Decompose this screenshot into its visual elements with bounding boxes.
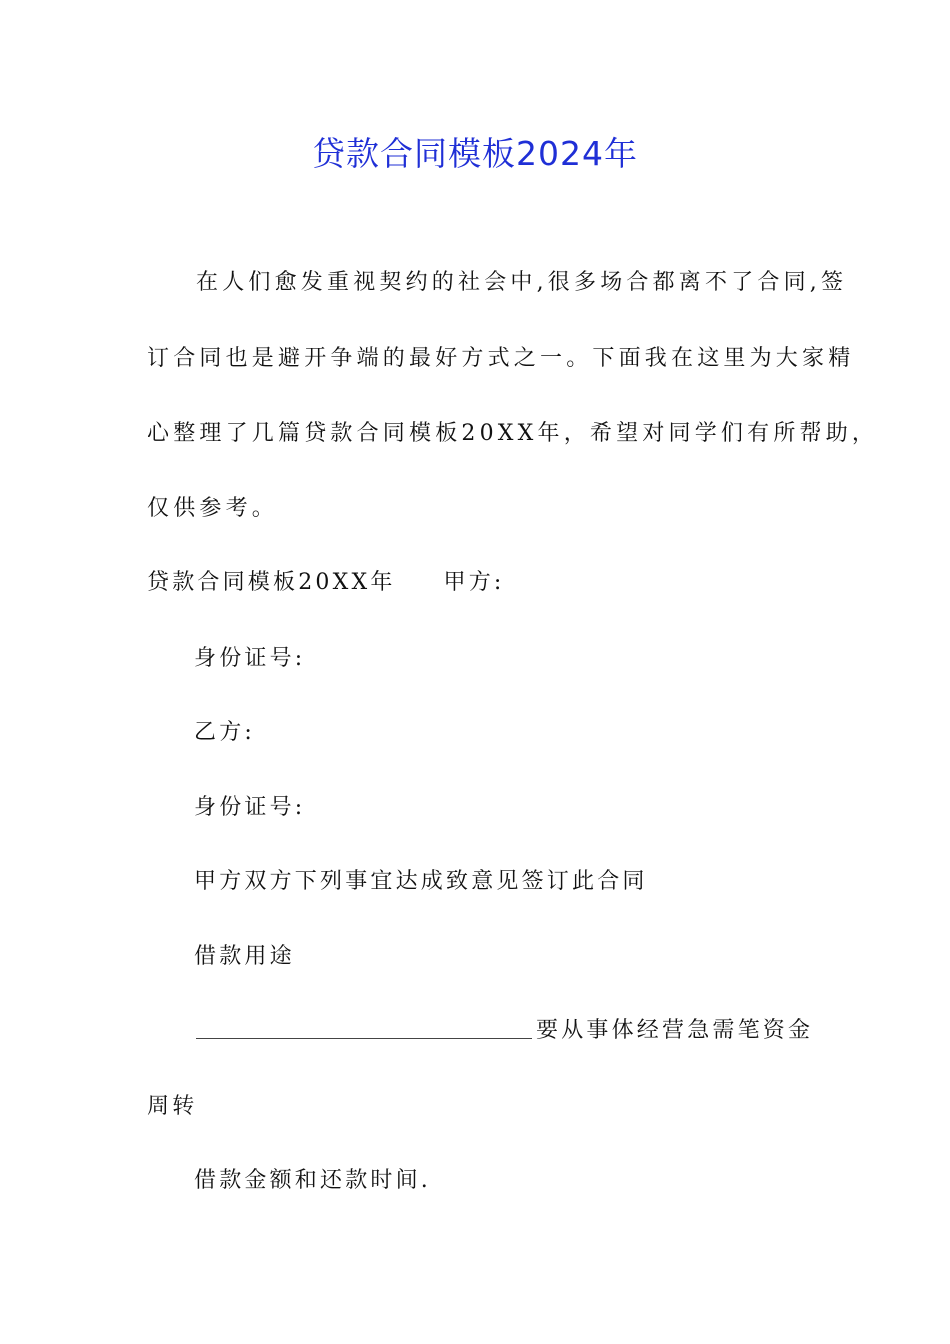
loan-amount-label: 借款金额和还款时间.	[194, 1168, 431, 1193]
loan-purpose-continuation: 周转	[147, 1094, 198, 1119]
intro-line-1: 在人们愈发重视契约的社会中,很多场合都离不了合同,签	[196, 270, 848, 295]
intro-line-2: 订合同也是避开争端的最好方式之一。下面我在这里为大家精	[147, 346, 855, 371]
party-a-label: 甲方:	[443, 570, 505, 595]
intro-line-3: 心整理了几篇贷款合同模板20XX年，希望对同学们有所帮助，	[147, 421, 879, 446]
contract-heading: 贷款合同模板20XX年	[147, 570, 396, 595]
id-number-a: 身份证号:	[194, 646, 306, 671]
intro-line-4: 仅供参考。	[147, 496, 279, 521]
party-b-label: 乙方:	[194, 720, 256, 745]
document-title: 贷款合同模板2024年	[312, 134, 638, 173]
blank-underline	[196, 1037, 532, 1039]
loan-purpose-text: 要从事体经营急需笔资金	[536, 1018, 814, 1043]
contract-heading-line	[147, 568, 505, 598]
loan-purpose-label: 借款用途	[194, 944, 295, 969]
agreement-text: 甲方双方下列事宜达成致意见签订此合同	[194, 869, 648, 894]
loan-purpose-line	[196, 1016, 813, 1046]
id-number-b: 身份证号:	[194, 795, 306, 820]
